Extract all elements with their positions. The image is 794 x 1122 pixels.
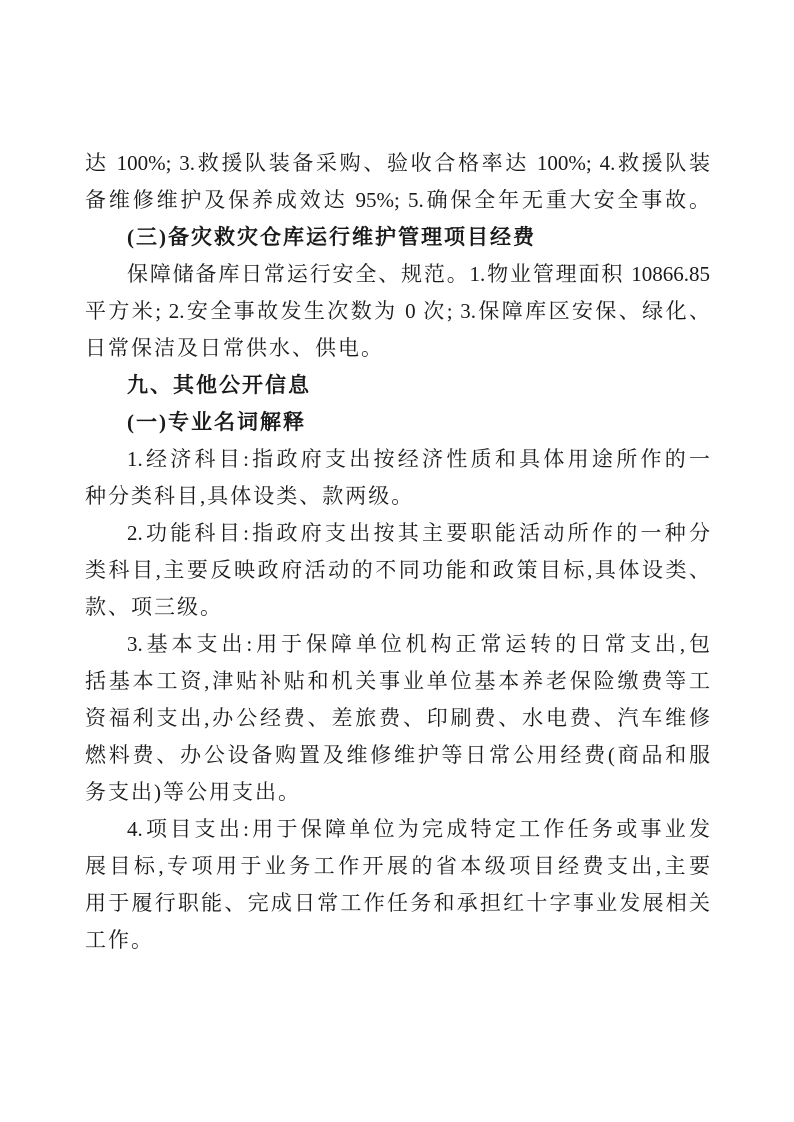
document-text-block [85, 145, 710, 959]
subsection-heading: (三)备灾救灾仓库运行维护管理项目经费 [127, 225, 536, 249]
body-line: 4.项目支出:用于保障单位为完成特定工作任务或事业发 [127, 817, 710, 841]
body-line: 3.基本支出:用于保障单位机构正常运转的日常支出,包 [127, 632, 710, 656]
body-line: 资福利支出,办公经费、差旅费、印刷费、水电费、汽车维修 [85, 706, 710, 730]
body-line: 备维修维护及保养成效达 95%; 5.确保全年无重大安全事故。 [85, 188, 710, 212]
body-line: 种分类科目,具体设类、款两级。 [85, 484, 415, 508]
body-line: 务支出)等公用支出。 [85, 780, 301, 804]
section-heading: 九、其他公开信息 [127, 374, 311, 397]
body-line: 款、项三级。 [85, 595, 223, 619]
body-line: 保障储备库日常运行安全、规范。1.物业管理面积 10866.85 [127, 262, 710, 286]
body-line: 用于履行职能、完成日常工作任务和承担红十字事业发展相关 [85, 891, 710, 915]
body-line: 括基本工资,津贴补贴和机关事业单位基本养老保险缴费等工 [85, 669, 710, 693]
body-line: 类科目,主要反映政府活动的不同功能和政策目标,具体设类、 [85, 558, 710, 582]
body-line: 工作。 [85, 928, 154, 952]
subsection-heading: (一)专业名词解释 [127, 410, 306, 434]
body-line: 平方米; 2.安全事故发生次数为 0 次; 3.保障库区安保、绿化、 [85, 299, 710, 323]
body-line: 日常保洁及日常供水、供电。 [85, 336, 384, 360]
body-line: 燃料费、办公设备购置及维修维护等日常公用经费(商品和服 [85, 743, 710, 767]
body-line: 展目标,专项用于业务工作开展的省本级项目经费支出,主要 [85, 854, 710, 878]
body-line: 1.经济科目:指政府支出按经济性质和具体用途所作的一 [127, 447, 710, 471]
body-line: 2.功能科目:指政府支出按其主要职能活动所作的一种分 [127, 521, 710, 545]
body-line: 达 100%; 3.救援队装备采购、验收合格率达 100%; 4.救援队装 [85, 151, 710, 175]
